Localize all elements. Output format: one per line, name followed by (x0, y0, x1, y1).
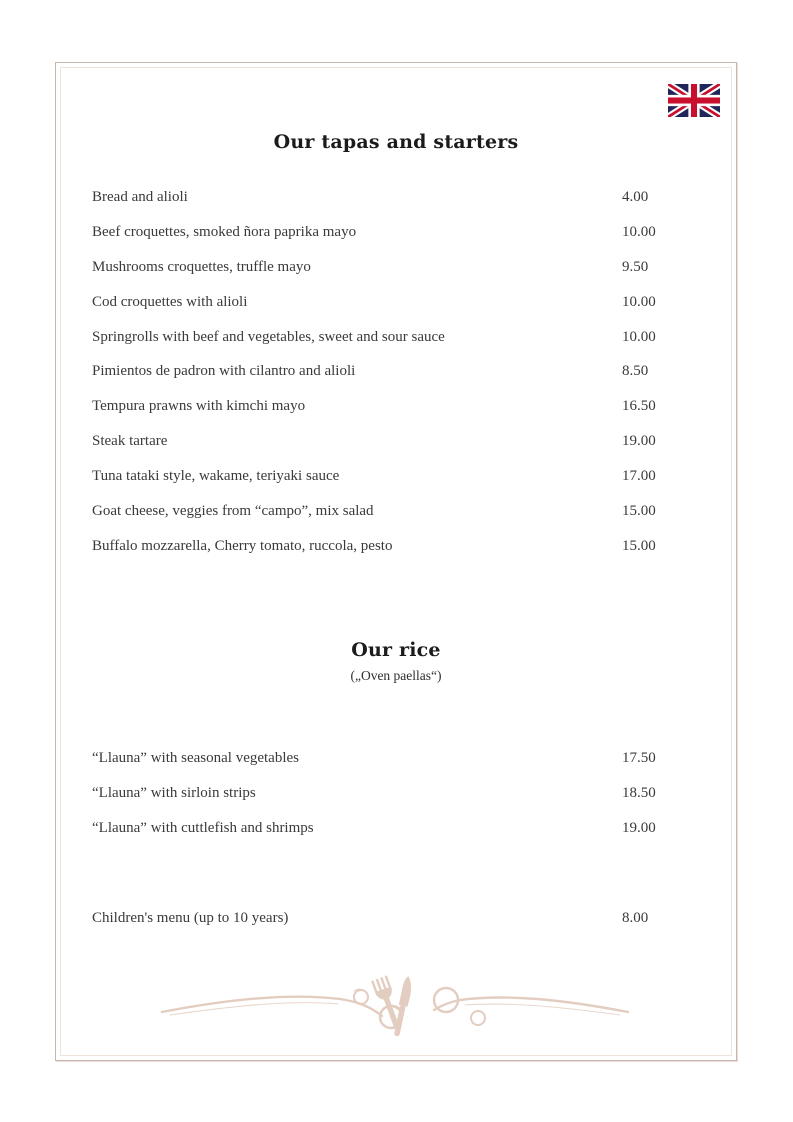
item-name: Tuna tataki style, wakame, teriyaki sauce (92, 468, 340, 485)
item-name: Children's menu (up to 10 years) (92, 909, 289, 926)
menu-item-row (92, 180, 736, 215)
rice-list (92, 741, 736, 846)
item-price: 10.00 (622, 223, 656, 240)
item-name: “Llauna” with seasonal vegetables (92, 749, 299, 766)
menu-item-row (92, 529, 736, 564)
menu-item-row (92, 494, 736, 529)
menu-item-row (92, 741, 736, 776)
menu-item-row (92, 250, 736, 285)
section-title-rice: Our rice (351, 639, 441, 661)
item-name: Tempura prawns with kimchi mayo (92, 398, 306, 415)
item-price: 19.00 (622, 433, 656, 450)
item-price: 10.00 (622, 328, 656, 345)
item-price: 10.00 (622, 293, 656, 310)
item-price: 19.00 (622, 819, 656, 836)
tapas-list (92, 180, 736, 564)
item-name: Steak tartare (92, 433, 168, 450)
children-menu-list (92, 901, 736, 936)
item-name: Springrolls with beef and vegetables, sweet and sour sauce (92, 328, 445, 345)
menu-item-row (92, 320, 736, 355)
item-price: 15.00 (622, 502, 656, 519)
item-price: 17.50 (622, 749, 656, 766)
menu-item-row (92, 811, 736, 846)
menu-item-row (92, 354, 736, 389)
menu-item-row (92, 215, 736, 250)
item-name: Pimientos de padron with cilantro and alioli (92, 363, 356, 380)
section-subtitle-rice: („Oven paellas“) (350, 668, 442, 683)
menu-item-row (92, 389, 736, 424)
item-price: 8.50 (622, 363, 649, 380)
menu-item-row (92, 776, 736, 811)
item-price: 18.50 (622, 784, 656, 801)
item-name: “Llauna” with cuttlefish and shrimps (92, 819, 314, 836)
item-name: Bread and alioli (92, 188, 188, 205)
fork-knife-flourish-icon (160, 972, 630, 1038)
menu-item-row (92, 459, 736, 494)
item-name: Beef croquettes, smoked ñora paprika mayo (92, 223, 357, 240)
item-price: 15.00 (622, 537, 656, 554)
section-title-tapas: Our tapas and starters (273, 131, 519, 153)
item-name: Mushrooms croquettes, truffle mayo (92, 258, 311, 275)
menu-item-row (92, 285, 736, 320)
menu-item-row (92, 901, 736, 936)
menu-item-row (92, 424, 736, 459)
item-price: 9.50 (622, 258, 649, 275)
item-price: 4.00 (622, 188, 649, 205)
item-price: 16.50 (622, 398, 656, 415)
item-name: Buffalo mozzarella, Cherry tomato, ruccola, pesto (92, 537, 393, 554)
item-name: Cod croquettes with alioli (92, 293, 248, 310)
item-name: “Llauna” with sirloin strips (92, 784, 256, 801)
uk-flag-icon (668, 84, 720, 117)
item-price: 8.00 (622, 909, 649, 926)
item-name: Goat cheese, veggies from “campo”, mix salad (92, 502, 374, 519)
item-price: 17.00 (622, 468, 656, 485)
